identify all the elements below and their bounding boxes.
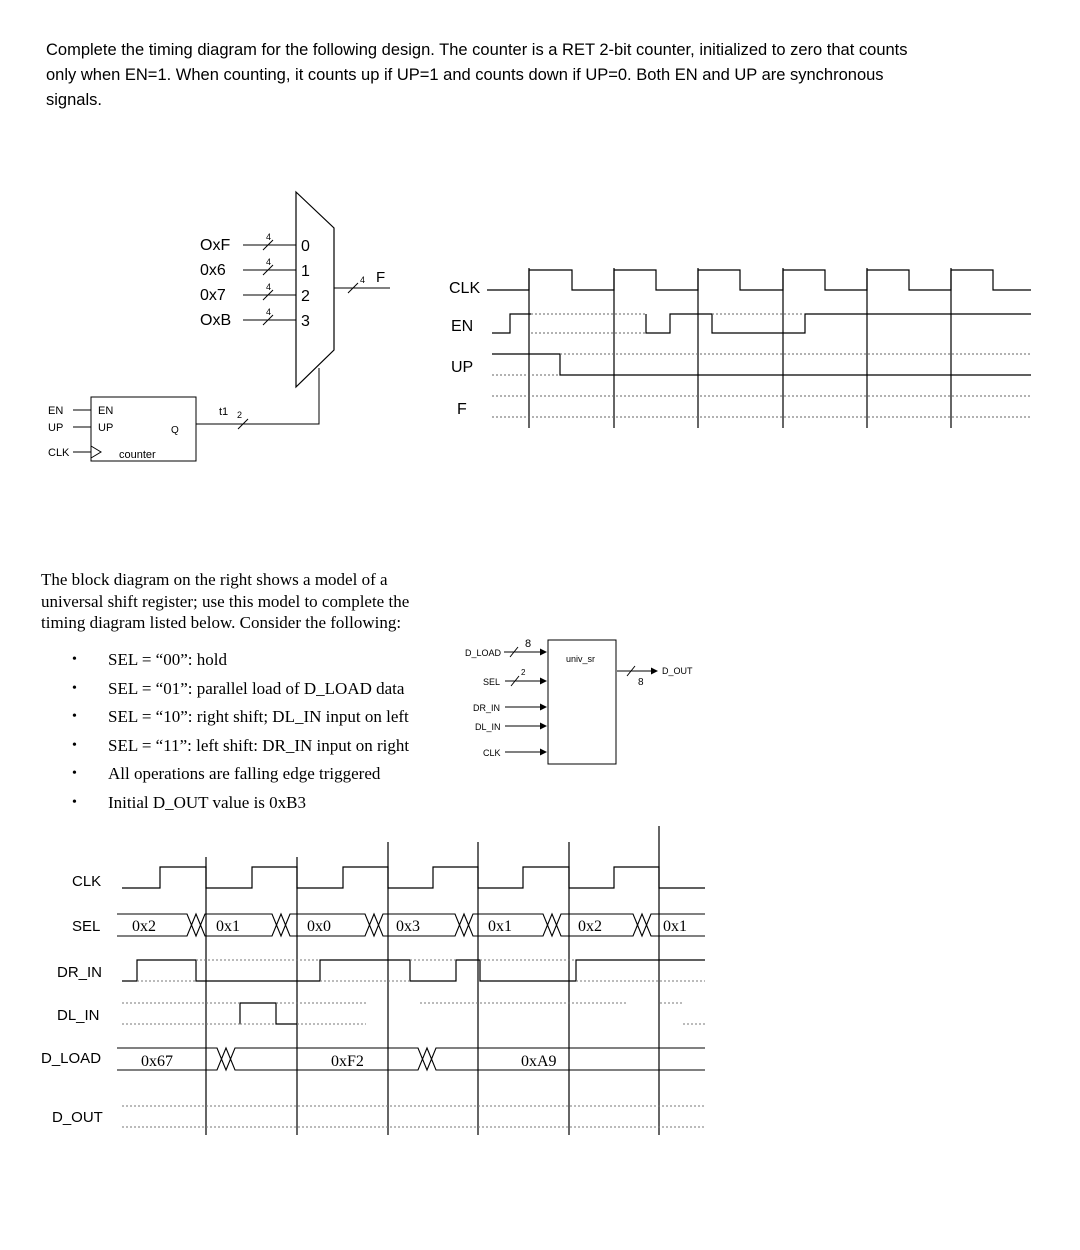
signal-label: DR_IN (57, 964, 103, 981)
dr-in-waveform (122, 960, 705, 981)
up-waveform (492, 354, 1031, 375)
list-item: • Initial D_OUT value is 0xB3 (66, 789, 409, 818)
bus-width: 4 (266, 257, 272, 267)
block-input: DL_IN (475, 722, 501, 732)
signal-label: CLK (72, 873, 102, 890)
clk-waveform (487, 270, 1031, 290)
sel-value: 0x1 (663, 918, 687, 935)
counter-port: EN (98, 405, 114, 417)
signal-label: SEL (72, 918, 101, 935)
list-item: • SEL = “10”: right shift; DL_IN input on left (66, 703, 409, 732)
intro-line: Complete the timing diagram for the following design. The counter is a RET 2-bit counter, initialized to zero that counts (46, 41, 908, 59)
list-item: • SEL = “11”: left shift: DR_IN input on right (66, 732, 409, 761)
bus-width: 4 (266, 282, 272, 292)
mux-select-label: 0 (301, 238, 310, 255)
signal-label: CLK (449, 280, 481, 297)
univ-sr-block (465, 638, 693, 764)
mux-select-label: 3 (301, 313, 310, 330)
bus-width: 8 (525, 638, 532, 650)
counter-input: CLK (48, 447, 70, 459)
guide-dotted-lines (492, 314, 1031, 417)
mux-select-labels (301, 238, 310, 330)
bus-width: 4 (266, 307, 272, 317)
counter-block (48, 397, 196, 461)
counter-port: Q (171, 425, 179, 436)
mux-output-width: 4 (360, 275, 366, 285)
signal-label: EN (451, 318, 474, 335)
wire-label: t1 (219, 406, 229, 418)
mux-input-label: 0x7 (200, 287, 226, 304)
d-load-value: 0xA9 (521, 1053, 557, 1070)
counter-input: EN (48, 405, 64, 417)
block-output: D_OUT (662, 666, 693, 676)
timing-diagram-2 (41, 826, 705, 1135)
mux-output-label: F (376, 269, 386, 286)
d-load-value: 0x67 (141, 1053, 173, 1070)
clock-edge-markers (529, 268, 951, 428)
sel-value: 0x2 (578, 918, 602, 935)
signal-label: F (457, 401, 467, 418)
timing-diagram-1 (449, 268, 1031, 428)
sel-value: 0x1 (216, 918, 240, 935)
wire-width: 2 (237, 410, 243, 420)
bus-width: 4 (266, 232, 272, 242)
mux-input-label: 0x6 (200, 262, 226, 279)
signal-label: DL_IN (57, 1007, 100, 1024)
signal-label: D_LOAD (41, 1050, 102, 1067)
en-waveform (492, 314, 531, 333)
block-name: univ_sr (566, 654, 596, 664)
d-load-bus (117, 1048, 705, 1070)
guide-dotted-lines (122, 960, 705, 1127)
intro-line: only when EN=1. When counting, it counts up if UP=1 and counts down if UP=0. Both EN and UP are synchronous (46, 66, 884, 84)
list-item: • SEL = “01”: parallel load of D_LOAD data (66, 675, 409, 704)
mux-diagram (196, 192, 390, 429)
select-wire (196, 368, 319, 424)
bus-width: 8 (638, 677, 644, 688)
paragraph-line: timing diagram listed below. Consider the following: (41, 613, 402, 632)
sel-value: 0x3 (396, 918, 420, 935)
en-waveform-given (646, 314, 1031, 333)
paragraph-line: universal shift register; use this model to complete the (41, 591, 410, 611)
clk-waveform (122, 867, 705, 888)
block-input: CLK (483, 748, 501, 758)
mux-input-label: OxB (200, 312, 232, 329)
sel-value: 0x1 (488, 918, 512, 935)
mux-select-label: 1 (301, 263, 310, 280)
mux-input-labels (200, 237, 231, 329)
sel-value: 0x2 (132, 918, 156, 935)
signal-label: UP (451, 359, 474, 376)
intro-line: signals. (46, 91, 102, 109)
operation-list (66, 646, 409, 818)
list-item: • SEL = “00”: hold (66, 646, 409, 675)
counter-port: UP (98, 422, 114, 434)
signal-label: D_OUT (52, 1109, 103, 1126)
problem2-description (41, 569, 461, 634)
block-input: SEL (483, 677, 501, 687)
counter-name: counter (119, 449, 156, 461)
paragraph-line: The block diagram on the right shows a model of a (41, 570, 388, 589)
mux-select-label: 2 (301, 288, 310, 305)
d-load-value: 0xF2 (331, 1053, 364, 1070)
mux-input-label: OxF (200, 237, 231, 254)
block-input: D_LOAD (465, 648, 502, 658)
block-input: DR_IN (473, 703, 501, 713)
list-item: • All operations are falling edge triggered (66, 760, 409, 789)
sel-value: 0x0 (307, 918, 331, 935)
counter-input: UP (48, 422, 64, 434)
dl-in-waveform (240, 1003, 297, 1024)
bus-width: 2 (521, 668, 526, 677)
